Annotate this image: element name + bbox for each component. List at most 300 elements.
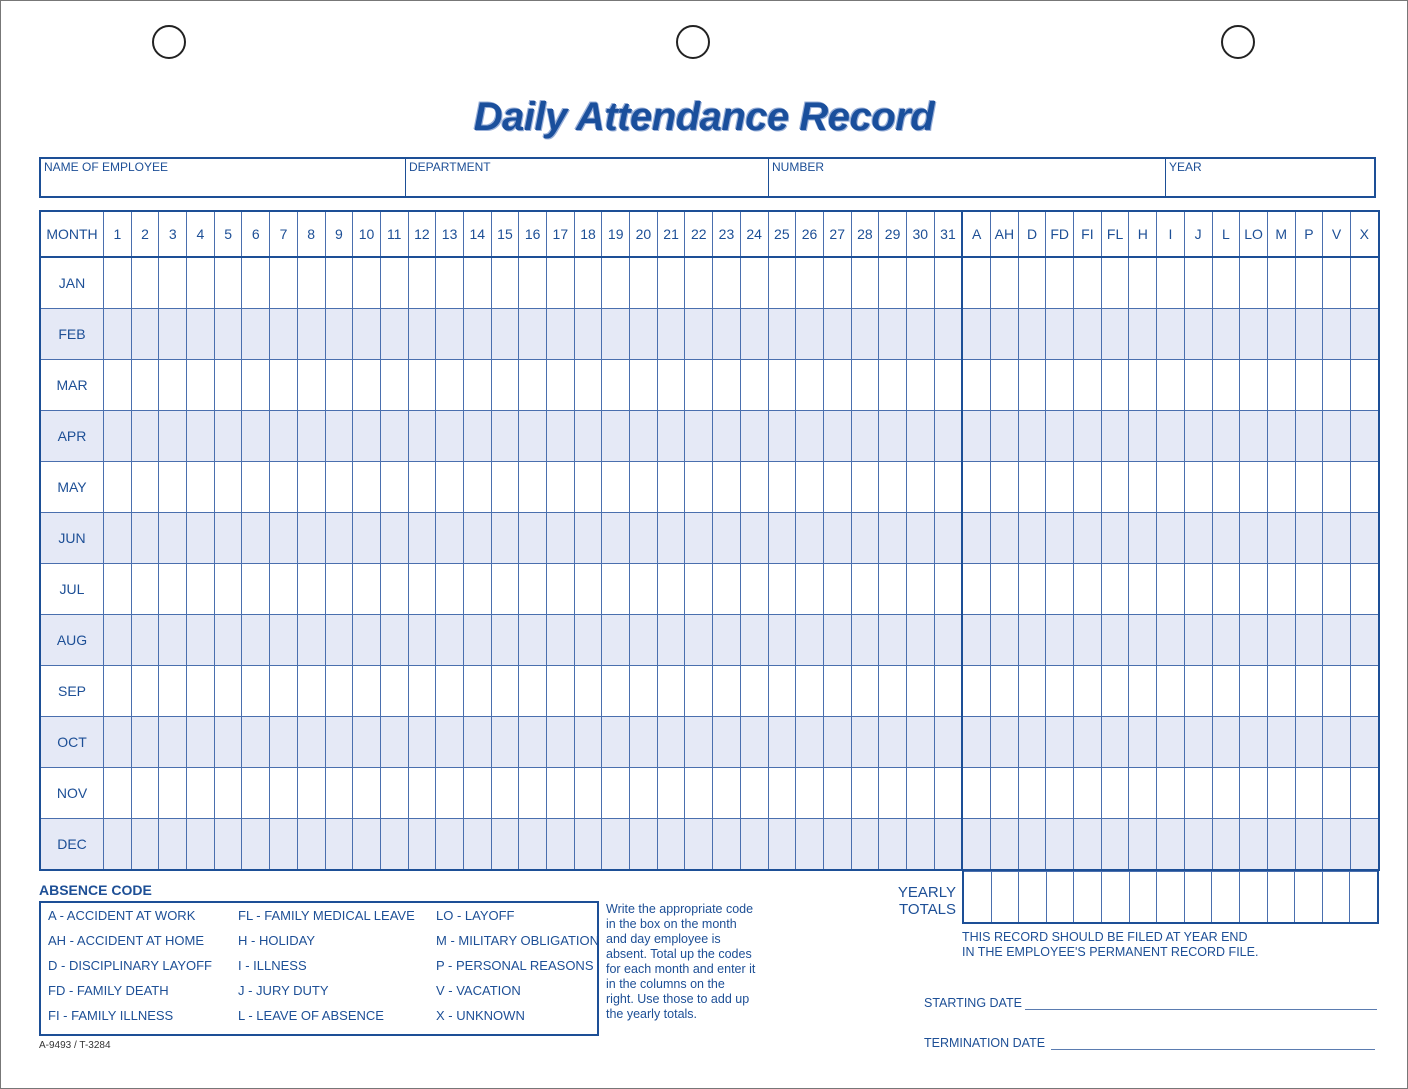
day-cell[interactable] [463,615,491,666]
code-total-cell[interactable] [1129,360,1157,411]
code-total-cell[interactable] [1157,819,1185,871]
code-total-cell[interactable] [1046,615,1074,666]
day-cell[interactable] [325,564,353,615]
code-total-cell[interactable] [1184,257,1212,309]
yearly-total-cell[interactable] [1295,872,1323,924]
day-cell[interactable] [768,257,796,309]
code-total-cell[interactable] [1323,462,1351,513]
code-total-cell[interactable] [1184,513,1212,564]
code-total-cell[interactable] [1350,360,1378,411]
day-cell[interactable] [325,411,353,462]
code-total-cell[interactable] [1074,462,1102,513]
day-cell[interactable] [408,411,436,462]
day-cell[interactable] [685,462,713,513]
code-total-cell[interactable] [1101,717,1129,768]
day-cell[interactable] [325,513,353,564]
day-cell[interactable] [630,411,658,462]
code-total-cell[interactable] [1295,768,1323,819]
day-cell[interactable] [104,717,132,768]
day-cell[interactable] [325,666,353,717]
code-total-cell[interactable] [1101,666,1129,717]
day-cell[interactable] [879,462,907,513]
code-total-cell[interactable] [1267,360,1295,411]
code-total-cell[interactable] [991,819,1019,871]
day-cell[interactable] [823,513,851,564]
day-cell[interactable] [104,666,132,717]
yearly-total-cell[interactable] [1157,872,1185,924]
day-cell[interactable] [380,411,408,462]
day-cell[interactable] [463,666,491,717]
code-total-cell[interactable] [1240,615,1268,666]
day-cell[interactable] [491,309,519,360]
day-cell[interactable] [187,768,215,819]
day-cell[interactable] [353,819,381,871]
day-cell[interactable] [159,360,187,411]
day-cell[interactable] [796,360,824,411]
day-cell[interactable] [851,819,879,871]
day-cell[interactable] [242,717,270,768]
code-total-cell[interactable] [962,257,990,309]
day-cell[interactable] [270,717,298,768]
code-total-cell[interactable] [1184,309,1212,360]
code-total-cell[interactable] [1129,257,1157,309]
day-cell[interactable] [823,309,851,360]
day-cell[interactable] [851,411,879,462]
code-total-cell[interactable] [1240,717,1268,768]
day-cell[interactable] [574,513,602,564]
code-total-cell[interactable] [1101,462,1129,513]
day-cell[interactable] [519,564,547,615]
code-total-cell[interactable] [1018,564,1046,615]
day-cell[interactable] [408,768,436,819]
code-total-cell[interactable] [962,666,990,717]
day-cell[interactable] [491,819,519,871]
day-cell[interactable] [380,666,408,717]
code-total-cell[interactable] [1267,717,1295,768]
employee-name-field[interactable]: NAME OF EMPLOYEE [41,159,406,196]
starting-date-field[interactable] [924,996,1377,1010]
day-cell[interactable] [187,309,215,360]
day-cell[interactable] [325,615,353,666]
code-total-cell[interactable] [962,717,990,768]
day-cell[interactable] [242,309,270,360]
day-cell[interactable] [602,309,630,360]
day-cell[interactable] [796,411,824,462]
day-cell[interactable] [768,513,796,564]
day-cell[interactable] [934,819,962,871]
day-cell[interactable] [408,257,436,309]
day-cell[interactable] [436,462,464,513]
code-total-cell[interactable] [1184,564,1212,615]
code-total-cell[interactable] [1295,564,1323,615]
day-cell[interactable] [851,717,879,768]
day-cell[interactable] [768,768,796,819]
code-total-cell[interactable] [1074,768,1102,819]
day-cell[interactable] [685,717,713,768]
code-total-cell[interactable] [1129,819,1157,871]
day-cell[interactable] [630,666,658,717]
day-cell[interactable] [574,768,602,819]
day-cell[interactable] [768,717,796,768]
code-total-cell[interactable] [1018,819,1046,871]
yearly-total-cell[interactable] [1129,872,1157,924]
day-cell[interactable] [934,309,962,360]
day-cell[interactable] [436,411,464,462]
day-cell[interactable] [408,819,436,871]
code-total-cell[interactable] [1157,666,1185,717]
day-cell[interactable] [879,360,907,411]
day-cell[interactable] [547,513,575,564]
code-total-cell[interactable] [962,411,990,462]
yearly-total-cell[interactable] [1184,872,1212,924]
code-total-cell[interactable] [1018,513,1046,564]
day-cell[interactable] [380,615,408,666]
day-cell[interactable] [740,411,768,462]
code-total-cell[interactable] [1046,717,1074,768]
day-cell[interactable] [353,564,381,615]
yearly-total-cell[interactable] [963,872,991,924]
code-total-cell[interactable] [1267,411,1295,462]
day-cell[interactable] [380,768,408,819]
code-total-cell[interactable] [1018,360,1046,411]
day-cell[interactable] [270,360,298,411]
day-cell[interactable] [740,462,768,513]
day-cell[interactable] [104,411,132,462]
day-cell[interactable] [879,666,907,717]
day-cell[interactable] [823,462,851,513]
code-total-cell[interactable] [1240,360,1268,411]
code-total-cell[interactable] [1046,257,1074,309]
day-cell[interactable] [574,666,602,717]
day-cell[interactable] [547,411,575,462]
day-cell[interactable] [796,819,824,871]
code-total-cell[interactable] [1184,768,1212,819]
day-cell[interactable] [131,819,159,871]
day-cell[interactable] [463,819,491,871]
code-total-cell[interactable] [962,462,990,513]
day-cell[interactable] [851,768,879,819]
day-cell[interactable] [408,513,436,564]
day-cell[interactable] [187,717,215,768]
day-cell[interactable] [380,462,408,513]
code-total-cell[interactable] [1295,666,1323,717]
day-cell[interactable] [657,666,685,717]
day-cell[interactable] [879,717,907,768]
day-cell[interactable] [519,717,547,768]
day-cell[interactable] [768,411,796,462]
day-cell[interactable] [519,666,547,717]
code-total-cell[interactable] [1323,360,1351,411]
day-cell[interactable] [519,768,547,819]
day-cell[interactable] [408,360,436,411]
day-cell[interactable] [436,257,464,309]
day-cell[interactable] [463,717,491,768]
day-cell[interactable] [131,717,159,768]
code-total-cell[interactable] [1184,666,1212,717]
yearly-total-cell[interactable] [1074,872,1102,924]
code-total-cell[interactable] [1350,564,1378,615]
code-total-cell[interactable] [1267,513,1295,564]
day-cell[interactable] [436,564,464,615]
code-total-cell[interactable] [1323,309,1351,360]
code-total-cell[interactable] [991,615,1019,666]
day-cell[interactable] [519,360,547,411]
day-cell[interactable] [214,513,242,564]
day-cell[interactable] [159,257,187,309]
day-cell[interactable] [353,717,381,768]
day-cell[interactable] [547,615,575,666]
day-cell[interactable] [906,513,934,564]
code-total-cell[interactable] [1018,768,1046,819]
code-total-cell[interactable] [1350,615,1378,666]
day-cell[interactable] [630,462,658,513]
day-cell[interactable] [823,819,851,871]
day-cell[interactable] [574,564,602,615]
day-cell[interactable] [353,360,381,411]
day-cell[interactable] [657,615,685,666]
day-cell[interactable] [740,360,768,411]
code-total-cell[interactable] [1129,615,1157,666]
code-total-cell[interactable] [1295,819,1323,871]
day-cell[interactable] [214,462,242,513]
day-cell[interactable] [823,564,851,615]
code-total-cell[interactable] [1018,615,1046,666]
code-total-cell[interactable] [1323,819,1351,871]
code-total-cell[interactable] [1184,615,1212,666]
code-total-cell[interactable] [1212,717,1240,768]
day-cell[interactable] [104,819,132,871]
day-cell[interactable] [131,411,159,462]
day-cell[interactable] [436,768,464,819]
day-cell[interactable] [602,666,630,717]
day-cell[interactable] [159,309,187,360]
day-cell[interactable] [934,513,962,564]
day-cell[interactable] [380,257,408,309]
day-cell[interactable] [187,462,215,513]
day-cell[interactable] [768,615,796,666]
day-cell[interactable] [823,411,851,462]
day-cell[interactable] [602,819,630,871]
day-cell[interactable] [463,411,491,462]
day-cell[interactable] [187,615,215,666]
code-total-cell[interactable] [1212,564,1240,615]
day-cell[interactable] [242,666,270,717]
day-cell[interactable] [796,309,824,360]
day-cell[interactable] [463,309,491,360]
day-cell[interactable] [463,462,491,513]
day-cell[interactable] [159,615,187,666]
day-cell[interactable] [242,360,270,411]
day-cell[interactable] [159,462,187,513]
code-total-cell[interactable] [1018,462,1046,513]
day-cell[interactable] [547,462,575,513]
day-cell[interactable] [104,462,132,513]
day-cell[interactable] [463,768,491,819]
code-total-cell[interactable] [1129,564,1157,615]
code-total-cell[interactable] [1074,615,1102,666]
day-cell[interactable] [380,819,408,871]
code-total-cell[interactable] [1267,257,1295,309]
day-cell[interactable] [713,615,741,666]
code-total-cell[interactable] [962,819,990,871]
day-cell[interactable] [270,615,298,666]
day-cell[interactable] [519,615,547,666]
day-cell[interactable] [685,257,713,309]
day-cell[interactable] [353,309,381,360]
day-cell[interactable] [851,513,879,564]
code-total-cell[interactable] [1323,615,1351,666]
day-cell[interactable] [823,257,851,309]
day-cell[interactable] [713,819,741,871]
day-cell[interactable] [574,411,602,462]
code-total-cell[interactable] [1074,309,1102,360]
day-cell[interactable] [104,768,132,819]
code-total-cell[interactable] [1101,360,1129,411]
day-cell[interactable] [491,360,519,411]
day-cell[interactable] [104,564,132,615]
day-cell[interactable] [796,717,824,768]
code-total-cell[interactable] [1046,768,1074,819]
day-cell[interactable] [436,513,464,564]
day-cell[interactable] [657,462,685,513]
yearly-total-cell[interactable] [1212,872,1240,924]
day-cell[interactable] [463,360,491,411]
day-cell[interactable] [353,411,381,462]
code-total-cell[interactable] [1129,513,1157,564]
day-cell[interactable] [242,462,270,513]
code-total-cell[interactable] [1267,615,1295,666]
day-cell[interactable] [713,411,741,462]
day-cell[interactable] [270,513,298,564]
day-cell[interactable] [297,615,325,666]
day-cell[interactable] [270,666,298,717]
day-cell[interactable] [131,666,159,717]
day-cell[interactable] [630,768,658,819]
code-total-cell[interactable] [1240,564,1268,615]
day-cell[interactable] [491,615,519,666]
code-total-cell[interactable] [1018,717,1046,768]
day-cell[interactable] [436,360,464,411]
number-field[interactable]: NUMBER [769,159,1166,196]
day-cell[interactable] [879,768,907,819]
code-total-cell[interactable] [1018,411,1046,462]
code-total-cell[interactable] [991,768,1019,819]
code-total-cell[interactable] [1157,513,1185,564]
code-total-cell[interactable] [1129,717,1157,768]
day-cell[interactable] [159,819,187,871]
day-cell[interactable] [214,411,242,462]
day-cell[interactable] [353,462,381,513]
code-total-cell[interactable] [1212,411,1240,462]
day-cell[interactable] [214,564,242,615]
code-total-cell[interactable] [1074,717,1102,768]
day-cell[interactable] [242,564,270,615]
day-cell[interactable] [159,717,187,768]
code-total-cell[interactable] [1240,768,1268,819]
day-cell[interactable] [104,360,132,411]
day-cell[interactable] [685,768,713,819]
day-cell[interactable] [270,309,298,360]
code-total-cell[interactable] [1157,257,1185,309]
day-cell[interactable] [131,564,159,615]
code-total-cell[interactable] [1323,717,1351,768]
day-cell[interactable] [740,666,768,717]
code-total-cell[interactable] [1295,411,1323,462]
day-cell[interactable] [242,819,270,871]
day-cell[interactable] [131,462,159,513]
day-cell[interactable] [408,615,436,666]
day-cell[interactable] [602,257,630,309]
code-total-cell[interactable] [1129,768,1157,819]
day-cell[interactable] [934,666,962,717]
code-total-cell[interactable] [991,666,1019,717]
code-total-cell[interactable] [1240,411,1268,462]
code-total-cell[interactable] [1184,411,1212,462]
day-cell[interactable] [879,615,907,666]
day-cell[interactable] [159,513,187,564]
day-cell[interactable] [879,819,907,871]
day-cell[interactable] [740,717,768,768]
code-total-cell[interactable] [991,717,1019,768]
day-cell[interactable] [519,309,547,360]
day-cell[interactable] [574,360,602,411]
code-total-cell[interactable] [1295,513,1323,564]
day-cell[interactable] [159,411,187,462]
day-cell[interactable] [325,768,353,819]
day-cell[interactable] [297,411,325,462]
code-total-cell[interactable] [1101,615,1129,666]
day-cell[interactable] [159,666,187,717]
day-cell[interactable] [519,819,547,871]
code-total-cell[interactable] [1267,564,1295,615]
day-cell[interactable] [740,257,768,309]
day-cell[interactable] [353,257,381,309]
day-cell[interactable] [906,309,934,360]
code-total-cell[interactable] [1157,411,1185,462]
day-cell[interactable] [740,819,768,871]
code-total-cell[interactable] [1101,309,1129,360]
day-cell[interactable] [325,360,353,411]
day-cell[interactable] [906,257,934,309]
day-cell[interactable] [491,768,519,819]
day-cell[interactable] [408,564,436,615]
day-cell[interactable] [768,564,796,615]
code-total-cell[interactable] [1184,819,1212,871]
day-cell[interactable] [297,257,325,309]
day-cell[interactable] [297,513,325,564]
yearly-total-cell[interactable] [1101,872,1129,924]
code-total-cell[interactable] [1157,309,1185,360]
code-total-cell[interactable] [1323,564,1351,615]
day-cell[interactable] [630,717,658,768]
day-cell[interactable] [297,564,325,615]
day-cell[interactable] [463,257,491,309]
day-cell[interactable] [187,513,215,564]
code-total-cell[interactable] [1323,666,1351,717]
day-cell[interactable] [713,257,741,309]
day-cell[interactable] [325,462,353,513]
day-cell[interactable] [796,257,824,309]
day-cell[interactable] [380,513,408,564]
day-cell[interactable] [823,717,851,768]
code-total-cell[interactable] [1074,564,1102,615]
day-cell[interactable] [491,462,519,513]
day-cell[interactable] [685,513,713,564]
termination-date-line[interactable] [1051,1049,1375,1050]
day-cell[interactable] [436,666,464,717]
day-cell[interactable] [297,309,325,360]
day-cell[interactable] [491,717,519,768]
